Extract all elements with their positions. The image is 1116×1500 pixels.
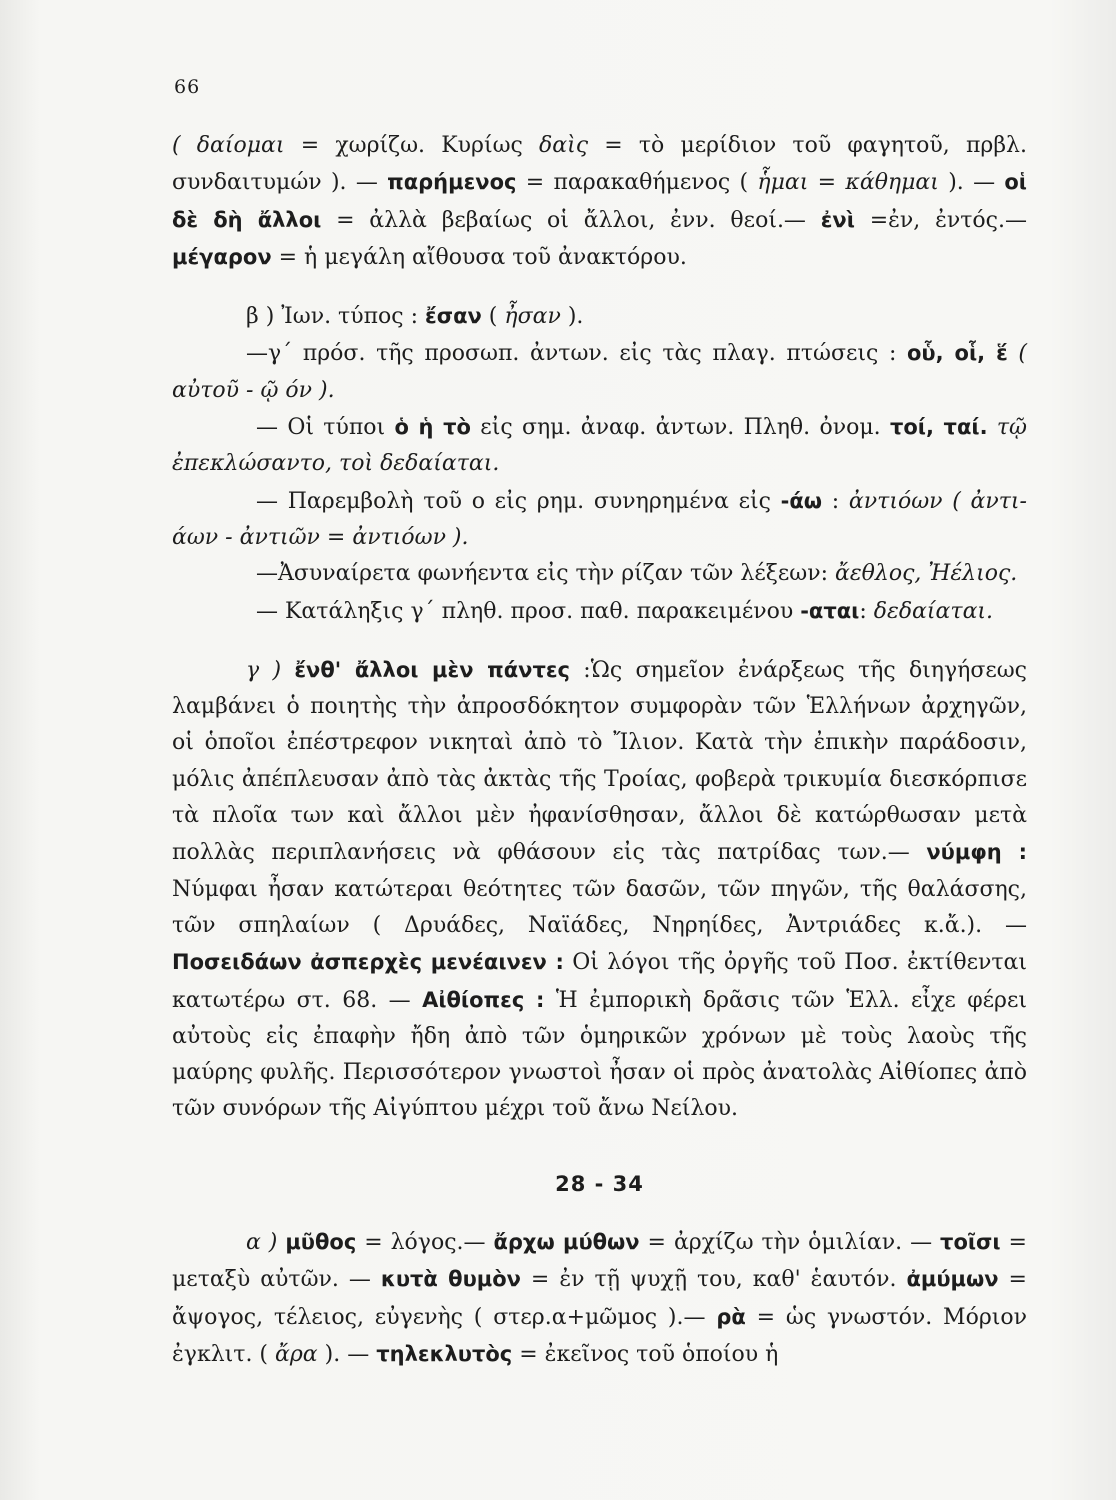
paragraph-glossary-2: α ) μῦθος = λόγος.— ἄρχω μύθων = ἀρχίζω τὴν ὁμιλίαν. — τοῖσι = μεταξὺ αὐτῶν. — κυτὰ θυμὸν = ἐν τῇ ψυχῇ του, καθ' ἑαυτόν. ἀμύμων = ἄψογος, τέλειος, εὐγενὴς ( στερ.α+μῶμος ).— ρὰ = ὡς γνωστόν. Μόριον ἐγκλιτ. ( ἄρα ). — τηλεκλυτὸς = ἐκεῖνος τοῦ ὁποίου ἡ bbox=[172, 1230, 1027, 1367]
paragraph-commentary-gamma: γ ) ἔνθ' ἄλλοι μὲν πάντες :Ὡς σημεῖον ἐνάρξεως τῆς διηγήσεως λαμβάνει ὁ ποιητὴς τὴν ἀπροσδόκητον συμφορὰν τῶν Ἑλλήνων ἀρχηγῶν, οἱ ὁποῖοι ἐπέστρεφον νικηταὶ ἀπὸ τὸ Ἴλιον. Κατὰ τὴν ἐπικὴν παράδοσιν, μόλις ἀπέπλευσαν ἀπὸ τὰς ἀκτὰς τῆς Τροίας, φοβερὰ τρικυμία διεσκόρπισε τὰ πλοῖα των καὶ ἄλλοι μὲν ἠφανίσθησαν, ἄλλοι δὲ κατώρθωσαν μετὰ πολλὰς περιπλανήσεις νὰ φθάσουν εἰς τὰς πατρίδας των.— νύμφη : Νύμφαι ἦσαν κατώτεραι θεότητες τῶν δασῶν, τῶν πηγῶν, τῆς θαλάσσης, τῶν σπηλαίων ( Δρυάδες, Ναϊάδες, Νηρηίδες, Ἀντριάδες κ.ἄ.). — Ποσειδάων ἀσπερχὲς μενέαινεν : Οἱ λόγοι τῆς ὀργῆς τοῦ Ποσ. ἐκτίθενται κατωτέρω στ. 68. — Αἰθίοπες : Ἡ ἐμπορικὴ δρᾶσις τῶν Ἑλλ. εἶχε φέρει αὐτοὺς εἰς ἐπαφὴν ἤδη ἀπὸ τῶν ὁμηρικῶν χρόνων μὲ τοὺς λαοὺς τῆς μαύρης φυλῆς. Περισσότερον γνωστοὶ ἦσαν οἱ πρὸς ἀνατολὰς Αἰθίοπες ἀπὸ τῶν συνόρων τῆς Αἰγύπτου μέχρι τοῦ ἄνω Νείλου. bbox=[172, 657, 1027, 1122]
page-body bbox=[172, 128, 1027, 1373]
paragraph-uncontracted-vowels: —Ἀσυναίρετα φωνήεντα εἰς τὴν ρίζαν τῶν λέξεων: ἄεθλος, Ἠέλιος. bbox=[256, 561, 1018, 587]
paragraph-omicron-insertion: — Παρεμβολὴ τοῦ ο εἰς ρημ. συνηρημένα εἰς -άω : ἀντιόων ( ἀντι-άων - ἀντιῶν = ἀντιόων ). bbox=[172, 488, 1027, 550]
paragraph-glossary-1: ( δαίομαι = χωρίζω. Κυρίως δαὶς = τὸ μερίδιον τοῦ φαγητοῦ, πρβλ. συνδαιτυμών ). — παρήμενος = παρακαθήμενος ( ἧμαι = κάθημαι ). — οἱ δὲ δὴ ἄλλοι = ἀλλὰ βεβαίως οἱ ἄλλοι, ἐνν. θεοί.— ἐνὶ =ἐν, ἐντός.— μέγαρον = ἡ μεγάλη αἴθουσα τοῦ ἀνακτόρου. bbox=[172, 133, 1027, 270]
paragraph-article-forms: — Οἱ τύποι ὁ ἡ τὸ εἰς σημ. ἀναφ. ἀντων. Πληθ. ὀνομ. τοί, ταί. τῷ ἐπεκλώσαντο, τοὶ δεδαίαται. bbox=[172, 415, 1027, 477]
paragraph-ending: — Κατάληξις γ΄ πληθ. προσ. παθ. παρακειμένου -αται: δεδαίαται. bbox=[256, 598, 994, 624]
page-number: 66 bbox=[174, 76, 201, 98]
section-heading: 28 - 34 bbox=[555, 1171, 644, 1196]
paragraph-pronoun: —γ΄ πρόσ. τῆς προσωπ. ἀντων. εἰς τὰς πλαγ. πτώσεις : οὗ, οἷ, ἕ ( αὐτοῦ - ῷ όν ). bbox=[172, 341, 1027, 403]
paragraph-ionic-form: β ) Ἰων. τύπος : ἔσαν ( ἦσαν ). bbox=[246, 304, 584, 330]
